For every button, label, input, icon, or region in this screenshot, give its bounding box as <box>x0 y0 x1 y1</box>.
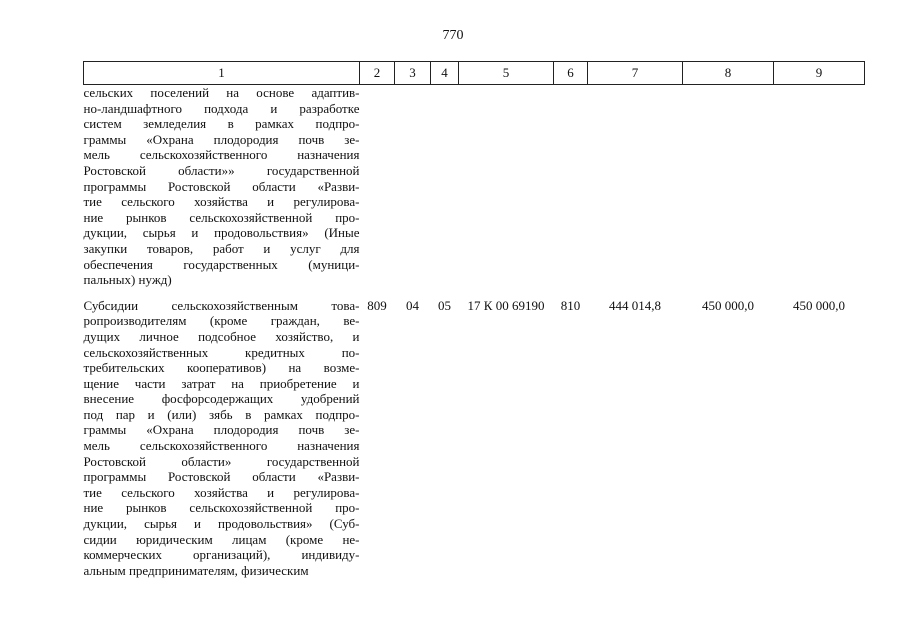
description-line: коммерческих организаций), индивиду- <box>83 547 360 563</box>
cell-subsection-code <box>431 85 459 288</box>
table-row <box>84 288 865 579</box>
description-line: ропроизводителям (кроме граждан, ве- <box>83 313 360 329</box>
cell-expense-type <box>554 85 588 288</box>
header-col-1: 1 <box>84 62 360 85</box>
cell-amount-year-1 <box>588 85 683 288</box>
cell-amount-year-3 <box>774 85 865 288</box>
description-line: закупки товаров, работ и услуг для <box>83 240 360 256</box>
description-line: сидии юридическим лицам (кроме не- <box>83 531 360 547</box>
cell-section-code: 04 <box>406 297 419 313</box>
description-line: требительских кооперативов) на возме- <box>83 360 360 376</box>
header-col-2: 2 <box>360 62 395 85</box>
row-description <box>84 288 360 579</box>
header-col-7: 7 <box>588 62 683 85</box>
table-header-row <box>84 62 865 85</box>
description-line: Ростовской области» государственной <box>83 453 360 469</box>
cell-target-article <box>459 85 554 288</box>
description-line: обеспечения государственных (муници- <box>83 256 360 272</box>
cell-amount-year-2: 450 000,0 <box>702 297 754 313</box>
cell-expense-type: 810 <box>560 297 581 313</box>
description-line: сельскохозяйственных кредитных по- <box>83 344 360 360</box>
description-line: ние рынков сельскохозяйственной про- <box>83 500 360 516</box>
header-col-3: 3 <box>395 62 431 85</box>
description-line: дукции, сырья и продовольствия» (Иные <box>83 225 360 241</box>
description-line: под пар и (или) зябь в рамках подпро- <box>83 406 360 422</box>
description-line: Субсидии сельскохозяйственным това- <box>83 297 360 313</box>
description-line: дущих личное подсобное хозяйство, и <box>83 328 360 344</box>
description-line: граммы «Охрана плодородия почв зе- <box>83 131 360 147</box>
description-line: программы Ростовской области «Разви- <box>83 469 360 485</box>
budget-table <box>83 61 865 578</box>
description-line: тие сельского хозяйства и регулирова- <box>83 194 360 210</box>
header-col-8: 8 <box>683 62 774 85</box>
description-line: тие сельского хозяйства и регулирова- <box>83 484 360 500</box>
header-col-5: 5 <box>459 62 554 85</box>
row-description <box>84 85 360 288</box>
cell-target-article: 17 К 00 69190 <box>467 297 545 313</box>
cell-amount-year-2 <box>683 85 774 288</box>
description-line: пальных) нужд) <box>83 272 172 288</box>
table-row <box>84 85 865 288</box>
description-line: внесение фосфорсодержащих удобрений <box>83 391 360 407</box>
description-line: но-ландшафтного подхода и разработке <box>83 100 360 116</box>
header-col-9: 9 <box>774 62 865 85</box>
header-col-4: 4 <box>431 62 459 85</box>
description-line: сельских поселений на основе адаптив- <box>83 85 360 100</box>
cell-amount-year-3: 450 000,0 <box>793 297 845 313</box>
description-line: альным предпринимателям, физическим <box>83 562 309 578</box>
description-line: мель сельскохозяйственного назначения <box>83 147 360 163</box>
description-line: щение части затрат на приобретение и <box>83 375 360 391</box>
description-line: мель сельскохозяйственного назначения <box>83 438 360 454</box>
header-col-6: 6 <box>554 62 588 85</box>
cell-section-code <box>395 85 431 288</box>
cell-amount-year-1: 444 014,8 <box>609 297 661 313</box>
cell-ministry-code: 809 <box>367 297 387 313</box>
description-line: систем земледелия в рамках подпро- <box>83 116 360 132</box>
description-line: ние рынков сельскохозяйственной про- <box>83 209 360 225</box>
description-line: граммы «Охрана плодородия почв зе- <box>83 422 360 438</box>
description-line: Ростовской области»» государственной <box>83 162 360 178</box>
cell-subsection-code: 05 <box>438 297 451 313</box>
page-number: 770 <box>442 28 464 43</box>
description-line: дукции, сырья и продовольствия» (Суб- <box>83 516 360 532</box>
cell-ministry-code <box>360 85 395 288</box>
description-line: программы Ростовской области «Разви- <box>83 178 360 194</box>
